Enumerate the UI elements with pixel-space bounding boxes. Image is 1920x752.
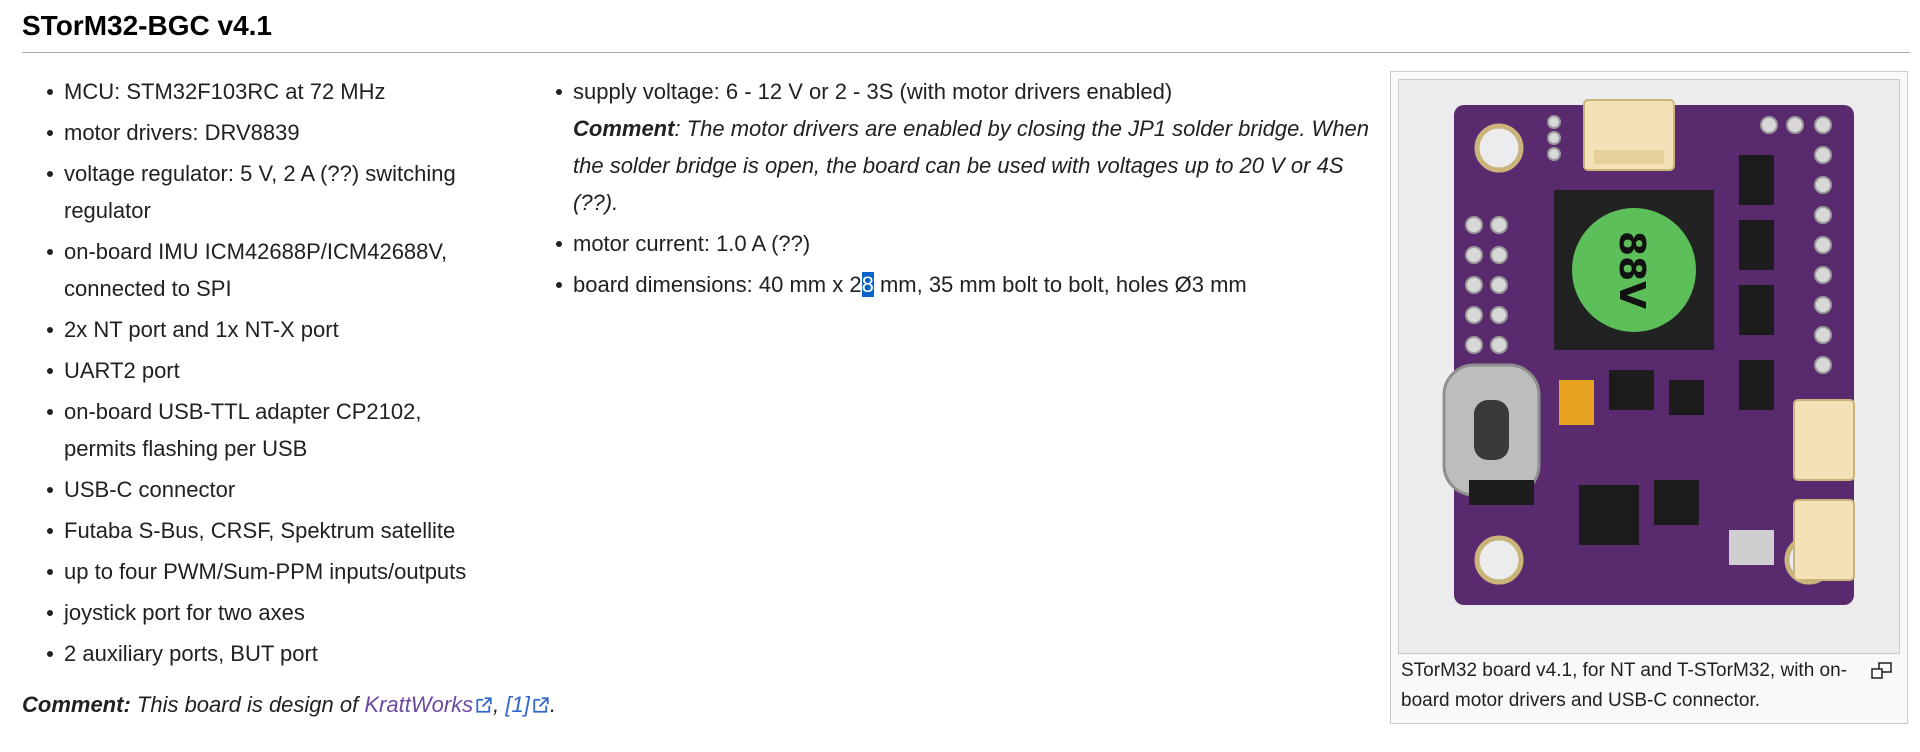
list-item-text: joystick port for two axes	[64, 600, 305, 625]
list-item-text: Futaba S-Bus, CRSF, Spektrum satellite	[64, 518, 456, 543]
list-item	[531, 266, 1381, 303]
reference-link-text: [1]	[505, 692, 530, 717]
list-item	[22, 635, 532, 672]
external-link-icon	[475, 696, 493, 714]
bullet-icon	[47, 528, 53, 534]
bullet-icon	[47, 249, 53, 255]
list-item-text: voltage regulator: 5 V, 2 A (??) switching regulator	[64, 161, 456, 223]
list-item	[22, 512, 532, 549]
text-selection[interactable]: 8	[861, 272, 874, 297]
list-item-text: 2 auxiliary ports, BUT port	[64, 641, 318, 666]
chip-marking: 88V	[1611, 231, 1652, 309]
bullet-icon	[47, 89, 53, 95]
list-item-text: MCU: STM32F103RC at 72 MHz	[64, 79, 386, 104]
krattworks-link[interactable]	[364, 692, 473, 717]
krattworks-link-text: KrattWorks	[364, 692, 474, 717]
bullet-icon	[47, 487, 53, 493]
list-item-text: supply voltage: 6 - 12 V or 2 - 3S (with motor drivers enabled)	[573, 79, 1173, 104]
external-link-icon	[532, 696, 550, 714]
bullet-icon	[47, 171, 53, 177]
bullet-icon	[556, 282, 562, 288]
list-item-text-after: mm, 35 mm bolt to bolt, holes Ø3 mm	[873, 272, 1247, 297]
list-item-text: on-board IMU ICM42688P/ICM42688V, connected to SPI	[64, 239, 448, 301]
comment-label: Comment:	[22, 692, 131, 717]
list-item	[22, 233, 492, 307]
list-item	[22, 393, 492, 467]
bullet-icon	[47, 327, 53, 333]
bullet-icon	[47, 569, 53, 575]
supply-comment	[573, 116, 1369, 215]
list-item	[22, 155, 492, 229]
list-item-text: up to four PWM/Sum-PPM inputs/outputs	[64, 559, 467, 584]
heading-divider	[22, 52, 1910, 53]
list-item-text: UART2 port	[64, 358, 180, 383]
figure-caption: STorM32 board v4.1, for NT and T-STorM32, with on-board motor drivers and USB-C connector.	[1401, 660, 1847, 711]
list-item	[22, 553, 532, 590]
spec-list-right	[531, 73, 1381, 307]
bullet-icon	[556, 241, 562, 247]
list-item-text: on-board USB-TTL adapter CP2102, permits flashing per USB	[64, 399, 422, 461]
enlarge-icon[interactable]	[1871, 662, 1893, 680]
list-item	[22, 594, 532, 631]
list-item-text: motor current: 1.0 A (??)	[573, 231, 811, 256]
list-item	[531, 225, 1381, 262]
list-item	[531, 73, 1381, 221]
reference-link[interactable]	[505, 692, 529, 717]
comment-separator: ,	[493, 692, 506, 717]
list-item	[22, 311, 532, 348]
bullet-icon	[47, 651, 53, 657]
list-item	[22, 114, 532, 151]
board-comment	[22, 690, 556, 720]
board-figure	[1390, 71, 1908, 724]
bullet-icon	[556, 89, 562, 95]
bullet-icon	[47, 409, 53, 415]
comment-label: Comment	[573, 116, 675, 141]
comment-end: .	[549, 692, 556, 717]
bullet-icon	[47, 368, 53, 374]
page-heading: STorM32-BGC v4.1	[22, 10, 272, 41]
list-item-text: 2x NT port and 1x NT-X port	[64, 317, 339, 342]
board-photo[interactable]	[1398, 79, 1900, 654]
list-item-text-before: board dimensions: 40 mm x 2	[573, 272, 862, 297]
comment-text: This board is design of	[130, 692, 365, 717]
list-item	[22, 352, 532, 389]
spec-list-left	[22, 73, 532, 676]
pcb-illustration	[1399, 80, 1899, 653]
list-item	[22, 471, 532, 508]
list-item	[22, 73, 532, 110]
list-item-text: USB-C connector	[64, 477, 236, 502]
comment-text: : The motor drivers are enabled by closing the JP1 solder bridge. When the solder bridge is open, the board can be used with voltages up to 20 V or 4S (??).	[573, 116, 1370, 215]
bullet-icon	[47, 610, 53, 616]
list-item-text: motor drivers: DRV8839	[64, 120, 300, 145]
bullet-icon	[47, 130, 53, 136]
